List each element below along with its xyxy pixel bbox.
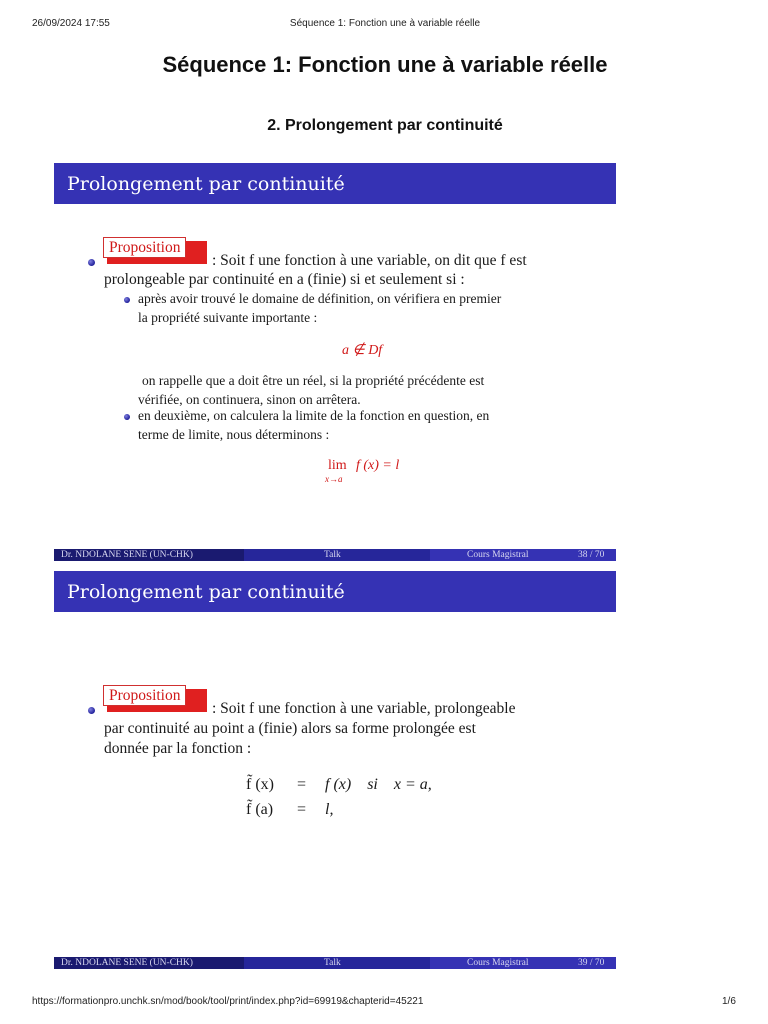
bullet-icon bbox=[88, 259, 95, 266]
paragraph-line: après avoir trouvé le domaine de définition, on vérifiera en premier bbox=[138, 291, 502, 306]
formula-lim: lim bbox=[328, 458, 347, 473]
equation-rhs: l, bbox=[325, 801, 334, 818]
footer-talk: Talk bbox=[324, 550, 341, 560]
footer-page: 39 / 70 bbox=[578, 958, 605, 968]
equation-lhs: f̃ (a) bbox=[246, 801, 274, 818]
paragraph-line: par continuité au point a (finie) alors sa forme prolongée est bbox=[104, 720, 476, 737]
slide-header bbox=[54, 163, 616, 204]
formula-lim-sub: x→a bbox=[325, 474, 343, 484]
print-datetime: 26/09/2024 17:55 bbox=[32, 18, 110, 29]
slide-footer bbox=[54, 549, 616, 561]
bullet-icon bbox=[88, 707, 95, 714]
section-title: 2. Prolongement par continuité bbox=[267, 117, 503, 134]
paragraph-line: vérifiée, on continuera, sinon on arrêtera. bbox=[138, 392, 361, 407]
print-url: https://formationpro.unchk.sn/mod/book/tool/print/index.php?id=69919&chapterid=45221 bbox=[32, 996, 424, 1007]
paragraph-line: on rappelle que a doit être un réel, si la propriété précédente est bbox=[142, 373, 485, 388]
footer-author: Dr. NDOLANE SENE (UN-CHK) bbox=[61, 550, 193, 560]
paragraph-line: : Soit f une fonction à une variable, on dit que f est bbox=[212, 252, 527, 269]
proposition-badge: Proposition bbox=[103, 685, 186, 706]
footer-course: Cours Magistral bbox=[467, 958, 529, 968]
document-title: Séquence 1: Fonction une à variable réelle bbox=[162, 52, 608, 77]
proposition-badge: Proposition bbox=[103, 237, 186, 258]
print-page-title: Séquence 1: Fonction une à variable réelle bbox=[289, 18, 481, 29]
print-page-number: 1/6 bbox=[722, 996, 736, 1007]
footer-talk: Talk bbox=[324, 958, 341, 968]
sub-bullet-icon bbox=[124, 297, 130, 303]
footer-page: 38 / 70 bbox=[578, 550, 605, 560]
paragraph-line: en deuxième, on calculera la limite de la fonction en question, en bbox=[138, 408, 490, 423]
equation-equals: = bbox=[297, 776, 307, 793]
paragraph-line: la propriété suivante importante : bbox=[138, 310, 318, 325]
equation-lhs: f̃ (x) bbox=[246, 776, 274, 793]
paragraph-line: : Soit f une fonction à une variable, prolongeable bbox=[212, 700, 516, 717]
paragraph-line: terme de limite, nous déterminons : bbox=[138, 427, 330, 442]
sub-bullet-icon bbox=[124, 414, 130, 420]
equation-rhs: f (x) si x = a, bbox=[325, 776, 432, 793]
slide-38 bbox=[54, 163, 616, 562]
equation-equals: = bbox=[297, 801, 307, 818]
footer-author: Dr. NDOLANE SENE (UN-CHK) bbox=[61, 958, 193, 968]
footer-course: Cours Magistral bbox=[467, 550, 529, 560]
formula-limit: f (x) = l bbox=[356, 458, 400, 473]
paragraph-line: prolongeable par continuité en a (finie) si et seulement si : bbox=[104, 271, 465, 288]
paragraph-line: donnée par la fonction : bbox=[104, 740, 252, 757]
slide-heading: Prolongement par continuité bbox=[67, 173, 345, 195]
slide-footer bbox=[54, 957, 616, 969]
slide-header bbox=[54, 571, 616, 612]
slide-heading: Prolongement par continuité bbox=[67, 581, 345, 603]
formula-domain: a ∉ Df bbox=[342, 343, 383, 358]
slide-39 bbox=[54, 571, 616, 970]
